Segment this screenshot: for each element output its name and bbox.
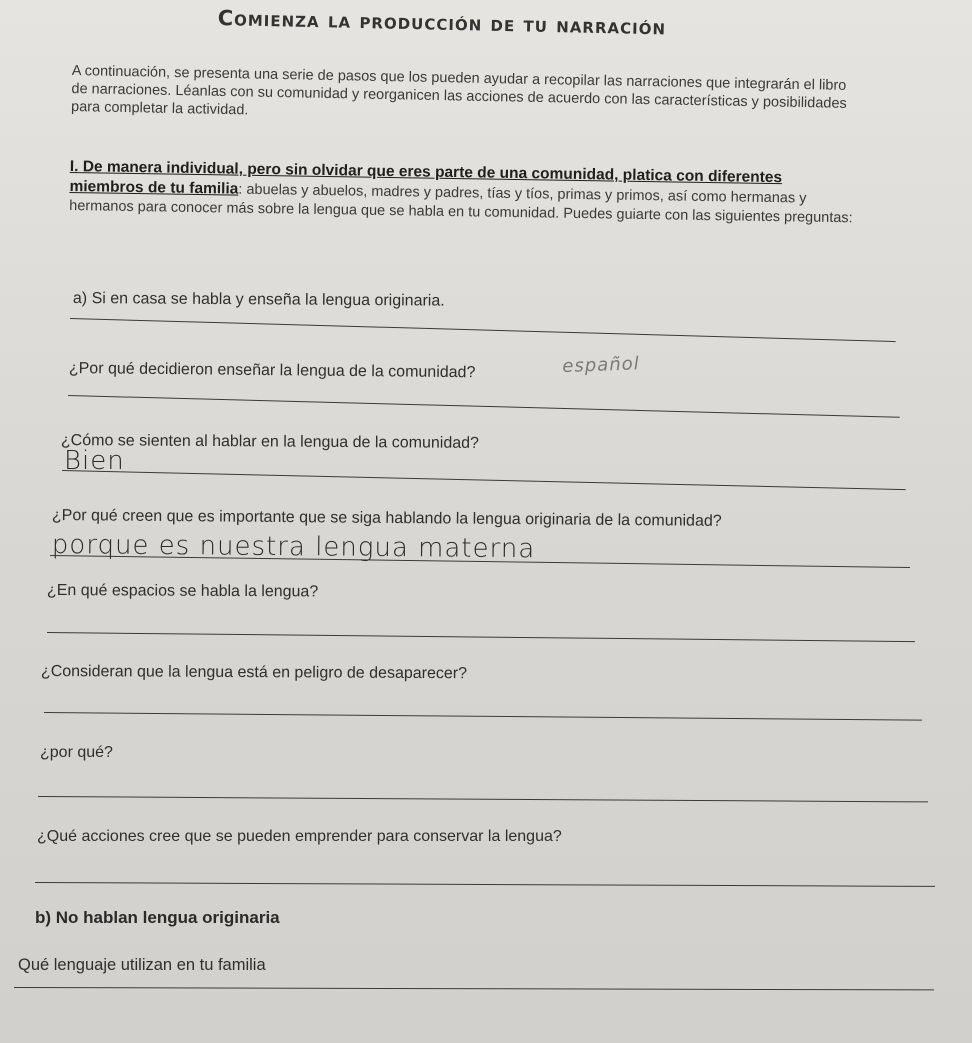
handwritten-answer-why-teach: español — [562, 353, 641, 377]
question-why-teach: ¿Por qué decidieron enseñar la lengua de la comunidad? — [68, 360, 476, 382]
answer-line-a[interactable] — [70, 318, 896, 342]
handwritten-answer-how-feel: Bien — [64, 446, 125, 476]
section-1-rest: : abuelas y abuelos, madres y padres, tías y tíos, primas y primos, así como hermanas y hermanos para conocer más sobre la lengua que se habla en tu comunidad. Puedes guiarte con las siguientes preguntas: — [69, 181, 853, 227]
answer-line-where-spoken[interactable] — [47, 632, 915, 642]
section-b-question: Qué lenguaje utilizan en tu familia — [18, 956, 266, 974]
section-1-lead: I. De manera individual, pero sin olvidar que eres parte de una comunidad, platica con diferentes miembros de tu familia — [69, 157, 783, 198]
answer-line-actions[interactable] — [35, 882, 935, 887]
answer-line-why-teach[interactable] — [68, 395, 900, 418]
question-why-important: ¿Por qué creen que es importante que se siga hablando la lengua originaria de la comunidad? — [51, 507, 722, 530]
question-why: ¿por qué? — [40, 744, 113, 761]
question-actions: ¿Qué acciones cree que se pueden emprender para conservar la lengua? — [37, 828, 562, 845]
question-a: a) Si en casa se habla y enseña la lengua originaria. — [72, 290, 445, 310]
answer-line-why[interactable] — [38, 796, 928, 802]
answer-line-family-language[interactable] — [14, 987, 934, 990]
section-b-heading: b) No hablan lengua originaria — [35, 908, 280, 927]
page-title: Comienza la producción de tu narración — [217, 6, 667, 40]
answer-line-in-danger[interactable] — [44, 712, 922, 721]
answer-line-how-feel[interactable] — [62, 470, 906, 490]
question-how-feel: ¿Cómo se sienten al hablar en la lengua de la comunidad? — [60, 432, 480, 452]
question-in-danger: ¿Consideran que la lengua está en peligro de desaparecer? — [40, 663, 468, 683]
question-where-spoken: ¿En qué espacios se habla la lengua? — [46, 582, 319, 601]
section-1-instructions — [69, 157, 860, 228]
intro-paragraph: A continuación, se presenta una serie de pasos que los pueden ayudar a recopilar las narraciones que integrarán el libro de narraciones. Léanlas con su comunidad y reorganicen las acciones de acuerdo con las características y posibilidades para completar la actividad. — [70, 62, 847, 119]
handwritten-answer-why-important: porque es nuestra lengua materna — [51, 530, 536, 565]
